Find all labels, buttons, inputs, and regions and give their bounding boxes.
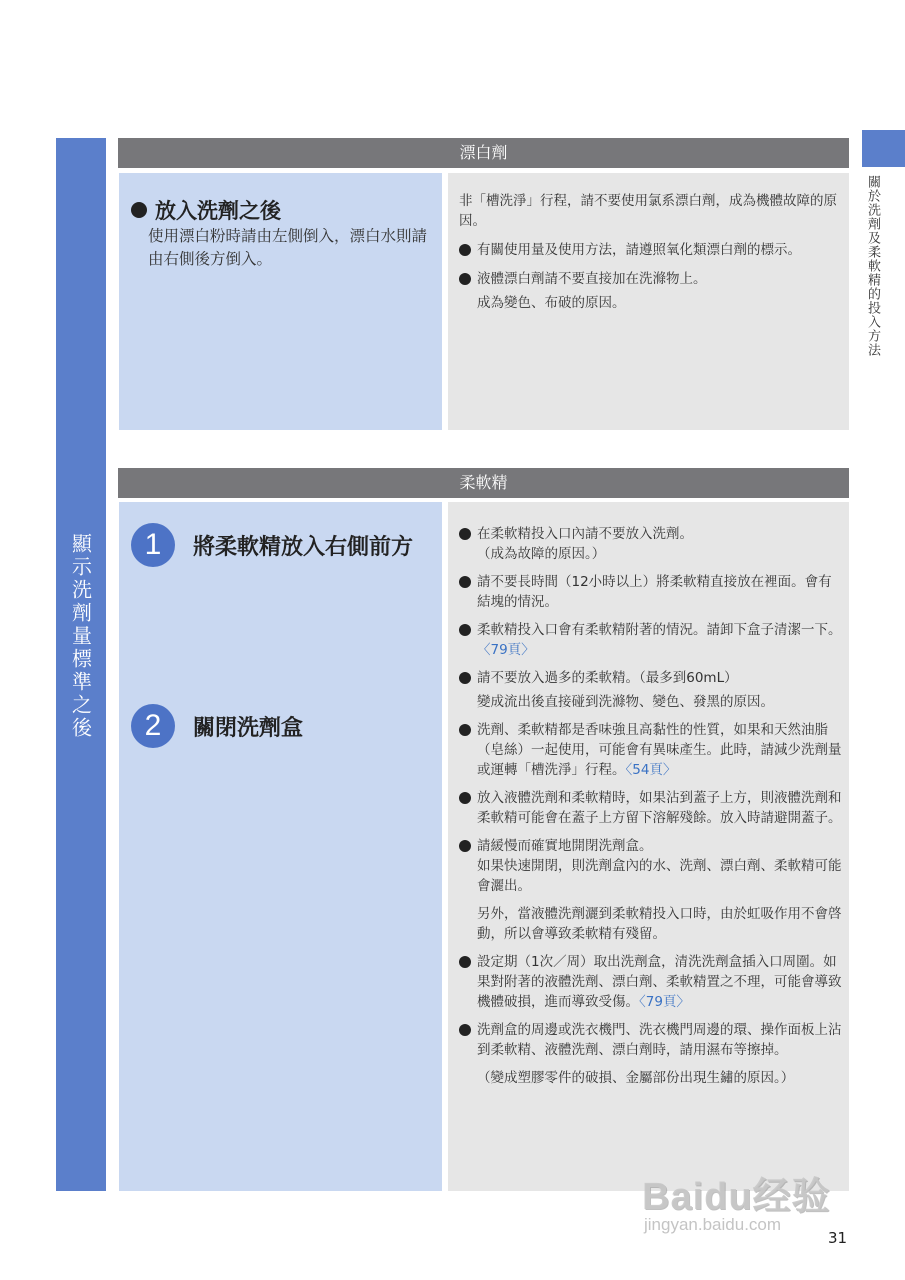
bullet-icon — [131, 202, 147, 218]
list-item: 設定期（1次／周）取出洗劑盒，清洗洗劑盒插入口周圍。如果對附著的液體洗劑、漂白劑、柔軟精置之不理，可能會導致機體破損，進而導致受傷。〈79頁〉 — [459, 952, 842, 1012]
bullet-icon — [459, 528, 471, 540]
step-2 — [131, 704, 303, 748]
bullet-icon — [459, 724, 471, 736]
watermark-url: jingyan.baidu.com — [644, 1215, 782, 1234]
softener-notes — [459, 524, 842, 1088]
side-chapter-title: 顯示洗劑量標準之後 — [68, 533, 93, 740]
list-item: 液體漂白劑請不要直接加在洗滌物上。 成為變色、布破的原因。 — [459, 269, 842, 313]
step-1 — [131, 523, 413, 567]
list-item: 柔軟精投入口會有柔軟精附著的情況。請卸下盒子清潔一下。〈79頁〉 — [459, 620, 842, 660]
bullet-icon — [459, 792, 471, 804]
bullet-icon — [459, 273, 471, 285]
bleach-intro: 非「槽洗淨」行程，請不要使用氯系漂白劑，成為機體故障的原因。 — [459, 193, 837, 229]
bullet-icon — [459, 1024, 471, 1036]
page-reference-link[interactable]: 〈54頁〉 — [625, 762, 677, 778]
page-reference-link[interactable]: 〈79頁〉 — [477, 642, 535, 658]
bleach-section-header: 漂白劑 — [118, 138, 849, 168]
bullet-icon — [459, 244, 471, 256]
softener-steps-panel — [119, 502, 442, 1191]
list-item: 放入液體洗劑和柔軟精時，如果沾到蓋子上方，則液體洗劑和柔軟精可能會在蓋子上方留下溶解殘餘。放入時請避開蓋子。 — [459, 788, 842, 828]
chapter-tab-marker — [862, 130, 905, 167]
side-chapter-bar — [56, 138, 106, 1191]
step-number-badge: 1 — [131, 523, 175, 567]
softener-section-header: 柔軟精 — [118, 468, 849, 498]
bleach-instruction-text: 使用漂白粉時請由左側倒入，漂白水則請由右側後方倒入。 — [148, 227, 428, 268]
bullet-icon — [459, 576, 471, 588]
list-item: 洗劑盒的周邊或洗衣機門、洗衣機門周邊的環、操作面板上沾到柔軟精、液體洗劑、漂白劑時，請用濕布等擦掉。 （變成塑膠零件的破損、金屬部份出現生鏽的原因。） — [459, 1020, 842, 1088]
bleach-instructions-panel — [119, 173, 442, 430]
bullet-icon — [459, 624, 471, 636]
list-item: 請不要放入過多的柔軟精。（最多到60mL） 變成流出後直接碰到洗滌物、變色、發黑的原因。 — [459, 668, 842, 712]
baidu-watermark — [642, 1145, 852, 1240]
chapter-tab-title: 關於洗劑及柔軟精的投入方法 — [865, 175, 880, 357]
page-number: 31 — [828, 1229, 848, 1247]
bleach-notes — [459, 191, 842, 313]
bleach-title — [131, 195, 281, 225]
bullet-icon — [459, 672, 471, 684]
bleach-notes-panel — [448, 173, 849, 430]
step-label: 將柔軟精放入右側前方 — [193, 534, 414, 560]
list-item: 在柔軟精投入口內請不要放入洗劑。 （成為故障的原因。） — [459, 524, 842, 564]
page-reference-link[interactable]: 〈79頁〉 — [639, 994, 690, 1010]
list-item: 有關使用量及使用方法，請遵照氧化類漂白劑的標示。 — [459, 240, 842, 260]
list-item: 洗劑、柔軟精都是香味強且高黏性的性質，如果和天然油脂（皂絲）一起使用，可能會有異味產生。此時，請減少洗劑量或運轉「槽洗淨」行程。〈54頁〉 — [459, 720, 842, 780]
bleach-title-text: 放入洗劑之後 — [155, 199, 281, 223]
softener-notes-panel — [448, 502, 849, 1191]
step-number-badge: 2 — [131, 704, 175, 748]
bullet-icon — [459, 956, 471, 968]
step-label: 關閉洗劑盒 — [193, 715, 304, 741]
list-item: 請不要長時間（12小時以上）將柔軟精直接放在裡面。會有結塊的情況。 — [459, 572, 842, 612]
watermark-brand: Baidu经验 — [642, 1176, 831, 1218]
list-item: 請緩慢而確實地開閉洗劑盒。 如果快速開閉，則洗劑盒內的水、洗劑、漂白劑、柔軟精可能會灑出。 另外，當液體洗劑灑到柔軟精投入口時，由於虹吸作用不會啓動，所以會導致柔軟精有殘留。 — [459, 836, 842, 944]
bullet-icon — [459, 840, 471, 852]
